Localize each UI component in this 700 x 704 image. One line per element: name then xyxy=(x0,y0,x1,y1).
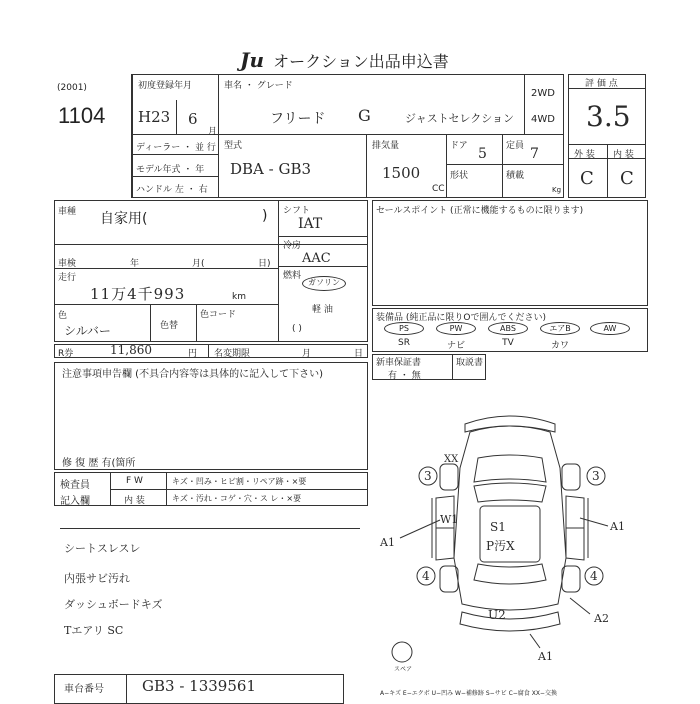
inspection-year: 年 xyxy=(130,259,140,269)
front-left-wheel xyxy=(440,464,458,490)
car-name: フリード xyxy=(270,111,326,127)
name-change-month: 月 xyxy=(302,349,312,359)
doors-value: 5 xyxy=(478,146,487,162)
registration-era-year: H23 xyxy=(138,108,171,126)
front-right-wheel xyxy=(562,464,580,490)
type-label: 型式 xyxy=(224,141,243,151)
shift-value: IAT xyxy=(298,216,323,232)
inspector-note: ダッシュボードキズ xyxy=(64,598,163,611)
ac-value: AAC xyxy=(302,251,331,266)
car-edition: ジャストセレクション xyxy=(405,112,515,125)
mileage-label: 走行 xyxy=(58,273,77,283)
diagram-mark-a1-right: A1 xyxy=(610,520,625,533)
engine-value: 1500 xyxy=(382,164,421,182)
color-value: シルバー xyxy=(64,324,111,338)
shape-label: 形状 xyxy=(450,171,469,181)
form-title: オークション出品申込書 xyxy=(273,52,449,71)
equipment-label: 装備品 (純正品に限りOで囲んでください) xyxy=(376,313,546,323)
recycle-row xyxy=(54,344,368,358)
car-name-label: 車名 ・ グレード xyxy=(224,81,293,91)
spare-label: スペア xyxy=(394,666,413,673)
name-change-label: 名変期限 xyxy=(214,349,251,359)
score-value: 3.5 xyxy=(586,100,631,133)
diagram-mark-4-rear-right: 4 xyxy=(590,569,598,583)
score-label: 評 価 点 xyxy=(585,79,618,89)
top-section xyxy=(132,74,564,198)
color-label: 色 xyxy=(58,311,68,321)
car-damage-diagram xyxy=(370,398,650,670)
repair-history: 修 復 歴 有(箇所 xyxy=(62,458,136,469)
lot-number: 1104 xyxy=(58,103,106,128)
rear-left-wheel xyxy=(440,566,458,592)
diagram-mark-w1: W1 xyxy=(440,513,459,526)
manual-label: 取説書 xyxy=(456,358,484,368)
recycle-label: R券 xyxy=(58,349,74,359)
color-change-label: 色替 xyxy=(160,321,179,331)
equipment-item: エアB xyxy=(540,322,580,335)
ac-label: 冷房 xyxy=(283,241,302,251)
form-code: (2001) xyxy=(57,83,87,93)
fuel-paren: ( ) xyxy=(292,324,302,334)
check-label-2: 記入欄 xyxy=(60,496,90,507)
diagram-mark-a1-left: A1 xyxy=(380,536,395,549)
mileage-value: 11万4千993 xyxy=(90,285,186,303)
equipment-item: カワ xyxy=(550,341,569,351)
spare-tire-icon xyxy=(392,642,412,662)
equipment-item: ABS xyxy=(488,322,528,335)
registration-month-unit: 月 xyxy=(208,127,218,137)
sales-point-label: セールスポイント (正常に機能するものに限ります) xyxy=(376,206,584,216)
dealer-label: ディーラー ・ 並 行 xyxy=(136,143,216,153)
color-code-label: 色コード xyxy=(200,310,237,320)
capacity-value: 7 xyxy=(530,146,539,162)
equipment-item: SR xyxy=(398,338,410,348)
diagram-mark-u2: U2 xyxy=(488,608,506,622)
inspection-day: 日) xyxy=(258,259,271,269)
check-int-label: 内 装 xyxy=(124,496,145,506)
chassis-label: 車台番号 xyxy=(64,684,104,695)
check-fw-label: F W xyxy=(126,476,143,486)
exterior-label: 外 装 xyxy=(574,150,595,160)
name-change-day: 日 xyxy=(354,349,364,359)
diagram-mark-s1: S1 xyxy=(490,520,506,534)
fuel-gasoline: ガソリン xyxy=(302,276,346,291)
notes-label: 注意事項申告欄 (不具合内容等は具体的に記入して下さい) xyxy=(62,369,323,380)
engine-label: 排気量 xyxy=(372,141,400,151)
car-body-outline xyxy=(454,426,566,610)
header xyxy=(240,48,449,72)
diagram-mark-p: P汚X xyxy=(486,539,515,553)
check-int-text: キズ・汚れ・コゲ・穴・ス レ・×要 xyxy=(172,494,302,503)
registration-month: 6 xyxy=(188,110,198,128)
inspection-label: 車検 xyxy=(58,259,77,269)
inspector-note: 内張サビ汚れ xyxy=(64,572,130,585)
car-grade: G xyxy=(358,106,371,125)
windshield xyxy=(474,483,546,502)
exterior-grade: C xyxy=(580,168,594,189)
diagram-mark-4-rear-left: 4 xyxy=(422,569,430,583)
check-label-1: 検査員 xyxy=(60,480,90,491)
interior-label: 内 装 xyxy=(613,150,634,160)
inspection-month: 月( xyxy=(192,259,205,269)
usage-label: 車種 xyxy=(58,207,77,217)
equipment-item: PW xyxy=(436,322,476,335)
load-unit: Kg xyxy=(552,186,562,194)
mileage-unit: km xyxy=(232,292,246,302)
equipment-item: PS xyxy=(384,322,424,335)
interior-grade: C xyxy=(620,168,634,189)
model-year-label: モデル年式 ・ 年 xyxy=(136,165,205,175)
drive-2wd: 2WD xyxy=(531,88,555,99)
load-label: 積載 xyxy=(506,171,525,181)
recycle-value: 11,860 xyxy=(110,343,152,357)
fuel-diesel: 軽 油 xyxy=(312,305,333,315)
warranty-value: 有 ・ 無 xyxy=(388,371,421,381)
brand-logo: Ju xyxy=(240,48,265,72)
usage-value: 自家用( xyxy=(100,211,148,227)
equipment-item: AW xyxy=(590,322,630,335)
equipment-item: TV xyxy=(502,338,514,348)
drive-4wd: 4WD xyxy=(531,114,555,125)
capacity-label: 定員 xyxy=(506,141,525,151)
inspector-note: シートスレスレ xyxy=(64,542,141,555)
rear-bumper xyxy=(460,612,560,631)
type-value: DBA - GB3 xyxy=(230,160,312,178)
registration-label: 初度登録年月 xyxy=(138,81,193,91)
diagram-mark-xx: XX xyxy=(444,454,459,465)
recycle-unit: 円 xyxy=(188,349,198,359)
usage-close: ) xyxy=(262,208,268,224)
damage-legend: A−キズ E−エクボ U−凹み W−補修跡 S−サビ C−腐食 XX−交換 xyxy=(380,690,557,697)
diagram-mark-3-front-left: 3 xyxy=(424,469,432,483)
doors-label: ドア xyxy=(450,141,468,151)
inspector-note: Tエアリ SC xyxy=(64,624,124,637)
engine-unit: CC xyxy=(432,184,445,194)
warranty-label: 新車保証書 xyxy=(376,358,422,368)
diagram-mark-3-front-right: 3 xyxy=(592,469,600,483)
diagram-mark-a1-bottom: A1 xyxy=(538,650,553,663)
diagram-mark-a2: A2 xyxy=(594,612,609,625)
fuel-label: 燃料 xyxy=(283,271,302,281)
equipment-item: ナビ xyxy=(446,341,465,351)
handle-label: ハンドル 左 ・ 右 xyxy=(136,185,208,195)
shift-label: シフト xyxy=(283,206,311,216)
rear-right-wheel xyxy=(562,566,580,592)
chassis-number: GB3 - 1339561 xyxy=(142,677,256,695)
check-fw-text: キズ・凹み・ヒビ割・リペア跡・×要 xyxy=(172,477,307,486)
